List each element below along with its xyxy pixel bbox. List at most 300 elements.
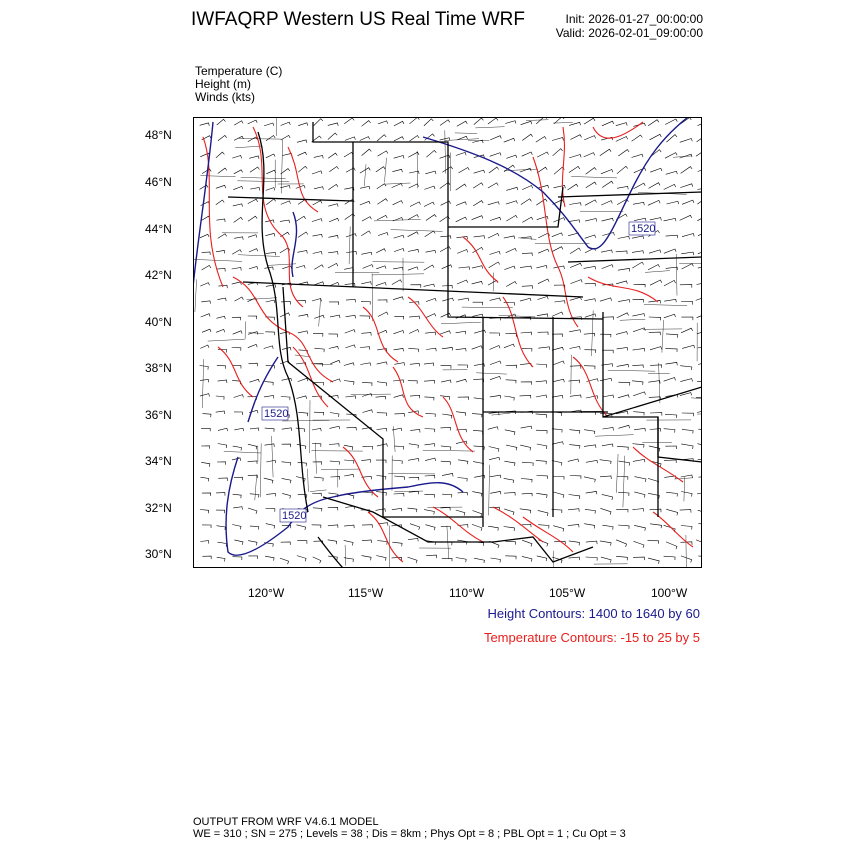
- lat-label: 42°N: [145, 268, 172, 282]
- wind-barb: [681, 302, 693, 305]
- wind-barb: [394, 363, 404, 366]
- county-line: [386, 183, 411, 184]
- wind-barb: [361, 282, 371, 285]
- county-line: [238, 255, 280, 257]
- wind-barb: [602, 525, 613, 530]
- wind-barb: [410, 136, 420, 142]
- county-line: [571, 177, 617, 178]
- wind-barb: [456, 379, 467, 382]
- wind-barb: [329, 235, 339, 238]
- wind-barb: [362, 121, 371, 127]
- wind-barb: [618, 492, 629, 496]
- wind-barb: [522, 186, 533, 190]
- wind-barb: [392, 460, 402, 464]
- height-contour-label: 1520: [282, 510, 307, 522]
- wind-barb: [648, 200, 660, 205]
- weather-map: [193, 117, 702, 568]
- wind-barb: [362, 394, 372, 397]
- county-line: [208, 339, 245, 341]
- wind-barb: [553, 379, 564, 382]
- wind-barb: [408, 267, 418, 270]
- wind-barb: [472, 492, 482, 497]
- wind-barb: [314, 119, 323, 126]
- wind-barb: [490, 491, 501, 494]
- wind-barb: [458, 267, 469, 270]
- wind-barb: [234, 121, 243, 125]
- wind-barb: [234, 477, 243, 480]
- wind-barb: [616, 251, 627, 254]
- wind-barb: [200, 123, 210, 126]
- wind-barb: [248, 556, 257, 559]
- wind-barb: [441, 427, 451, 430]
- wind-barb: [266, 136, 275, 141]
- wind-barb: [202, 265, 211, 270]
- wind-barb: [472, 314, 483, 317]
- wind-barb: [376, 509, 386, 512]
- wind-barb: [250, 188, 259, 191]
- wind-barb: [584, 445, 596, 448]
- county-line: [272, 436, 274, 477]
- wind-barb: [235, 297, 244, 301]
- wind-barb: [377, 135, 386, 141]
- wind-barb: [680, 139, 693, 143]
- wind-barb: [665, 414, 677, 418]
- wind-barb: [603, 428, 614, 431]
- wind-barb: [490, 346, 501, 350]
- wind-barb: [281, 542, 291, 545]
- wind-barb: [409, 491, 419, 494]
- wind-barb: [217, 316, 226, 319]
- wind-barb: [665, 349, 677, 352]
- wind-barb: [344, 474, 353, 477]
- wind-barb: [506, 282, 516, 287]
- wind-barb: [376, 396, 386, 399]
- wind-barb: [649, 332, 661, 335]
- wind-barb: [664, 184, 676, 189]
- wind-barb: [425, 231, 436, 237]
- wind-barb: [664, 218, 676, 221]
- wind-barb: [586, 491, 597, 494]
- wind-barb: [281, 122, 291, 125]
- model-info: OUTPUT FROM WRF V4.6.1 MODEL: [193, 816, 379, 828]
- wind-barb: [408, 152, 419, 157]
- wind-barb: [488, 183, 498, 188]
- wind-barb: [328, 507, 338, 510]
- wind-barb: [424, 186, 435, 189]
- wind-barb: [569, 330, 580, 333]
- wind-barb: [648, 558, 659, 564]
- county-line: [475, 127, 504, 128]
- wind-barb: [681, 475, 693, 478]
- wind-barb: [234, 395, 244, 398]
- wind-barb: [632, 236, 644, 239]
- wind-barb: [409, 444, 419, 449]
- wind-barb: [650, 413, 662, 416]
- wind-barb: [346, 252, 356, 255]
- county-line: [686, 535, 687, 568]
- wind-barb: [506, 155, 517, 158]
- wind-barb: [634, 525, 645, 531]
- wind-barb: [504, 302, 515, 305]
- wind-barb: [506, 333, 517, 336]
- county-line: [623, 456, 625, 508]
- wind-barb: [345, 137, 356, 141]
- wind-barb: [584, 333, 595, 336]
- wind-barb: [522, 253, 532, 256]
- wind-barb: [459, 168, 470, 173]
- wind-barb: [218, 428, 228, 431]
- wind-barb: [328, 540, 337, 544]
- wind-barb: [280, 220, 290, 223]
- wind-barb: [266, 154, 275, 158]
- wind-barb: [410, 285, 420, 288]
- county-line: [645, 271, 670, 273]
- wind-barb: [506, 380, 516, 384]
- wind-barb: [585, 235, 596, 238]
- wind-barb: [408, 538, 418, 541]
- county-line: [372, 274, 424, 275]
- wind-barb: [345, 345, 355, 348]
- lon-label: 100°W: [651, 586, 688, 600]
- wind-barb: [602, 444, 613, 447]
- wind-barb: [586, 541, 597, 544]
- wind-barb: [632, 251, 643, 254]
- wind-barb: [585, 509, 596, 513]
- wind-barb: [616, 556, 627, 560]
- wind-barb: [472, 281, 483, 284]
- wind-barb: [553, 526, 564, 532]
- county-line: [195, 279, 197, 312]
- wind-barb: [425, 429, 435, 433]
- wind-barb: [457, 478, 467, 482]
- wind-barb: [666, 509, 678, 515]
- wind-barb: [633, 459, 645, 462]
- county-line: [373, 262, 425, 263]
- wind-barb: [297, 444, 306, 449]
- wind-barb: [328, 204, 338, 207]
- wind-barb: [441, 201, 451, 205]
- wind-barb: [616, 281, 627, 284]
- county-line: [620, 319, 646, 320]
- wind-barb: [281, 135, 290, 140]
- wind-barb: [506, 365, 517, 368]
- wind-barb: [584, 266, 596, 269]
- county-line: [281, 140, 283, 194]
- wind-barb: [393, 297, 403, 300]
- wind-barb: [442, 494, 452, 497]
- county-line: [351, 394, 391, 395]
- wind-barb: [328, 263, 338, 268]
- wind-barb: [442, 473, 453, 476]
- wind-barb: [536, 430, 547, 433]
- wind-barb: [490, 395, 501, 398]
- wind-barb: [538, 185, 549, 188]
- wind-barb: [425, 458, 436, 461]
- lat-label: 46°N: [145, 175, 172, 189]
- wind-barb: [394, 137, 404, 141]
- wind-barb: [217, 298, 226, 301]
- wind-barb: [410, 524, 420, 530]
- height-contours: [193, 117, 688, 555]
- wind-barb: [633, 299, 644, 302]
- wind-barb: [266, 493, 276, 496]
- wind-barb: [632, 262, 643, 268]
- wind-barb: [248, 235, 257, 238]
- wind-barb: [586, 182, 597, 188]
- wind-barb: [218, 168, 227, 173]
- wind-barb: [521, 426, 532, 429]
- county-line: [676, 254, 677, 296]
- wind-barb: [362, 525, 372, 528]
- wind-barb: [346, 315, 356, 318]
- county-line: [492, 413, 511, 415]
- wind-barb: [568, 459, 579, 462]
- wind-barb: [312, 525, 321, 528]
- wind-barb: [569, 155, 581, 158]
- wind-barb: [265, 233, 275, 236]
- wind-barb: [330, 315, 340, 318]
- county-line: [616, 454, 618, 493]
- wind-barb: [634, 541, 644, 548]
- county-line: [319, 298, 321, 326]
- wind-barb: [344, 381, 354, 385]
- wind-barb: [520, 266, 531, 269]
- wind-barb: [602, 350, 613, 353]
- wind-barb: [394, 395, 404, 398]
- wind-barb: [282, 378, 292, 381]
- wind-barb: [410, 430, 420, 433]
- wind-barb: [441, 446, 451, 450]
- wind-barb: [266, 300, 275, 303]
- wind-barb: [264, 123, 274, 126]
- county-line: [364, 164, 366, 186]
- wind-barb: [634, 428, 645, 431]
- county-line: [476, 373, 507, 374]
- wind-barb: [666, 542, 677, 549]
- wind-barb: [314, 265, 323, 270]
- wind-barb: [218, 380, 227, 383]
- lat-label: 38°N: [145, 361, 172, 375]
- wind-barb: [650, 134, 662, 140]
- wind-barb: [521, 199, 532, 205]
- wind-barb: [522, 556, 532, 561]
- wind-barb: [522, 152, 533, 156]
- wind-barb: [409, 330, 419, 334]
- wind-barb: [232, 348, 241, 351]
- wind-barb: [506, 445, 517, 450]
- wind-barb: [600, 541, 611, 546]
- wind-barb: [649, 183, 661, 189]
- wind-barb: [218, 135, 227, 140]
- wind-barb: [200, 510, 209, 514]
- height-contour-legend: Height Contours: 1400 to 1640 by 60: [487, 606, 700, 621]
- wind-barb: [408, 232, 419, 237]
- wind-barb: [618, 150, 629, 156]
- wind-barb: [250, 167, 260, 172]
- wind-barb: [474, 398, 484, 402]
- wind-barb: [362, 492, 372, 495]
- wind-barb: [424, 202, 434, 206]
- wind-barb: [328, 123, 338, 126]
- wind-barb: [313, 557, 321, 563]
- wind-barb: [312, 493, 321, 496]
- county-line: [455, 133, 477, 134]
- county-line: [662, 320, 664, 353]
- wind-barb: [346, 299, 355, 302]
- wind-barb: [617, 166, 628, 173]
- wind-barb: [201, 477, 209, 481]
- wind-barb: [218, 478, 227, 481]
- wind-barb: [234, 412, 242, 415]
- wind-barb: [474, 170, 485, 173]
- wind-barb: [424, 494, 434, 497]
- wind-barb: [281, 302, 290, 305]
- wind-barb: [681, 444, 693, 449]
- wind-barb: [360, 347, 370, 350]
- wind-barb: [202, 329, 211, 332]
- wind-barbs: [200, 117, 702, 564]
- wind-barb: [201, 428, 210, 431]
- wind-barb: [248, 475, 258, 478]
- wind-barb: [408, 249, 419, 252]
- wind-barb: [665, 446, 676, 449]
- county-line: [246, 298, 277, 300]
- wind-barb: [216, 510, 225, 513]
- wind-barb: [456, 184, 467, 190]
- wind-barb: [489, 167, 499, 173]
- wind-barb: [201, 202, 210, 206]
- wind-barb: [617, 446, 628, 450]
- wind-barb: [648, 265, 660, 270]
- wind-barb: [363, 446, 373, 449]
- wind-barb: [536, 395, 547, 398]
- wind-barb: [490, 361, 501, 365]
- wind-barb: [682, 345, 695, 348]
- field-temperature: Temperature (C): [195, 64, 283, 78]
- wind-barb: [312, 171, 322, 174]
- wind-barb: [682, 234, 694, 237]
- wind-barb: [234, 428, 243, 431]
- wind-barb: [488, 427, 498, 430]
- wind-barb: [393, 218, 403, 222]
- wind-barb: [648, 478, 659, 484]
- wind-barb: [664, 429, 675, 433]
- wind-barb: [249, 156, 259, 159]
- wind-barb: [682, 200, 694, 204]
- wind-barb: [680, 184, 692, 188]
- wind-barb: [249, 363, 258, 366]
- wind-barb: [570, 280, 582, 284]
- wind-barb: [520, 168, 531, 172]
- wind-barb: [362, 217, 372, 222]
- wind-barb: [680, 366, 692, 370]
- wind-barb: [440, 120, 450, 126]
- wind-barb: [538, 347, 549, 350]
- wind-barb: [602, 395, 613, 398]
- wind-barb: [633, 328, 645, 332]
- wind-barb: [233, 494, 242, 498]
- wind-barb: [522, 462, 533, 466]
- wind-barb: [280, 186, 290, 189]
- wind-barb: [298, 378, 308, 381]
- county-line: [393, 426, 395, 452]
- wind-barb: [297, 541, 307, 544]
- wind-barb: [680, 510, 691, 513]
- wind-barb: [330, 477, 339, 480]
- wind-barb: [522, 286, 533, 289]
- wind-barb: [681, 167, 693, 174]
- wind-barb: [538, 279, 549, 284]
- wind-barb: [618, 425, 629, 428]
- lon-label: 115°W: [348, 586, 384, 600]
- wind-barb: [633, 284, 645, 287]
- wind-barb: [233, 446, 242, 450]
- wind-barb: [410, 202, 421, 207]
- county-line: [526, 120, 548, 121]
- wind-barb: [360, 201, 370, 205]
- wind-barb: [392, 169, 402, 172]
- wind-barb: [456, 202, 466, 206]
- wind-barb: [202, 556, 211, 559]
- wind-barb: [282, 428, 292, 431]
- wind-barb: [232, 525, 241, 530]
- wind-barb: [314, 477, 323, 481]
- wind-barb: [650, 429, 661, 432]
- wind-barb: [490, 376, 501, 379]
- wind-barb: [409, 477, 419, 480]
- wind-barb: [376, 167, 385, 172]
- wind-barb: [424, 265, 434, 270]
- wind-barb: [681, 328, 693, 333]
- wind-barb: [458, 298, 469, 301]
- wind-barb: [648, 381, 660, 384]
- wind-barb: [424, 363, 434, 366]
- wind-barb: [570, 135, 581, 140]
- state-boundaries: [228, 122, 702, 568]
- wind-barb: [568, 509, 579, 512]
- wind-barb: [553, 361, 564, 365]
- wind-barb: [394, 348, 404, 351]
- wind-barb: [570, 263, 582, 267]
- wind-barb: [442, 285, 452, 288]
- county-line: [571, 355, 572, 394]
- wind-barb: [552, 138, 563, 141]
- wind-barb: [634, 492, 645, 498]
- wind-barb: [232, 268, 242, 271]
- wind-barb: [363, 265, 374, 269]
- wind-barb: [330, 413, 339, 418]
- wind-barb: [408, 557, 418, 563]
- wind-barb: [328, 133, 337, 140]
- wind-barb: [346, 168, 355, 172]
- wind-barb: [601, 201, 612, 205]
- wind-barb: [298, 331, 308, 334]
- wind-barb: [649, 317, 661, 320]
- county-line: [310, 490, 327, 492]
- wind-barb: [282, 462, 291, 466]
- wind-barb: [617, 477, 628, 480]
- wind-barb: [488, 118, 498, 124]
- wind-barb: [330, 426, 340, 429]
- wind-barb: [217, 119, 226, 125]
- county-line: [595, 435, 633, 437]
- wind-barb: [218, 542, 227, 546]
- wind-barb: [330, 360, 340, 364]
- wind-barb: [232, 250, 241, 255]
- wind-barb: [681, 526, 692, 530]
- wind-barb: [298, 166, 307, 172]
- wind-barb: [617, 313, 629, 318]
